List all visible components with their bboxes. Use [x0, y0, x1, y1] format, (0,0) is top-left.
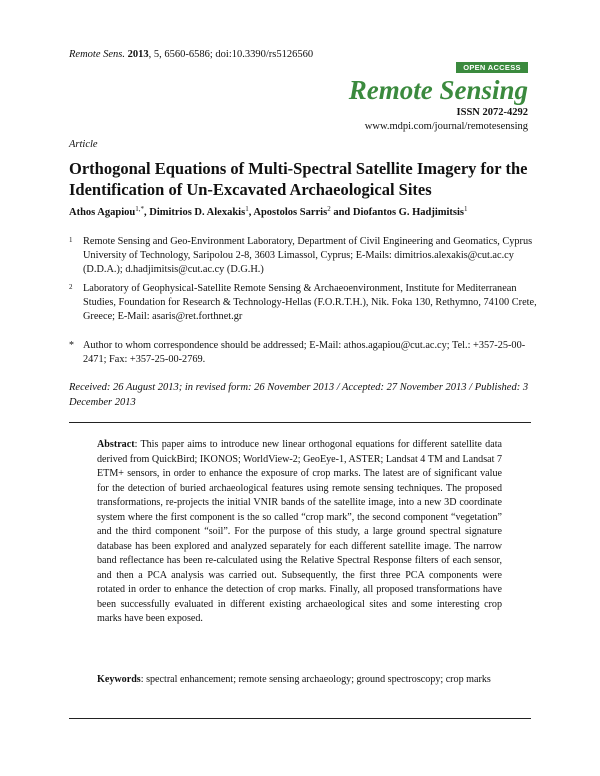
author-name: Athos Agapiou [69, 207, 136, 218]
abstract-label: Abstract [97, 439, 135, 450]
author-affil-mark: 1 [245, 205, 249, 213]
author-name: Diofantos G. Hadjimitsis [352, 207, 465, 218]
keywords-label: Keywords [97, 674, 141, 685]
journal-abbrev: Remote Sens. [69, 49, 125, 60]
citation-year: 2013 [127, 49, 149, 60]
journal-name: Remote Sensing [348, 75, 528, 105]
affiliation-mark: 1 [69, 236, 73, 244]
affiliation-text: Laboratory of Geophysical-Satellite Remote Sensing & Archaeoenvironment, Institute for Mediterranean Studies, Foundation for Research & Technology-Hellas (F.O.R.T.H.), Nik. Foka 130, Rethymno, 74100 Crete, Greece; E-Mail: asaris@ret.forthnet.gr [83, 283, 537, 322]
affiliation-1 [69, 235, 539, 277]
correspondence-text: Author to whom correspondence should be addressed; E-Mail: athos.agapiou@cut.ac.cy; Tel.: +357-25-00-2471; Fax: +357-25-00-2769. [83, 340, 526, 365]
article-type: Article [69, 139, 98, 150]
abstract-text: : This paper aims to introduce new linear orthogonal equations for different satellite data derived from QuickBird; IKONOS; WorldView-2; GeoEye-1, ASTER; Landsat 4 TM and Landsat 7 ETM+ sensors, in order to enhance the exposure of crop marks. The latest are of significant value for the detection of buried archaeological features using remote sensing techniques. The proposed transformations, re-projects the initial VNIR bands of the satellite image, into a new 3D coordinate system where the first component is the so called “crop mark”, the second component “vegetation” and the third component “soil”. For the purpose of this study, a large ground spectral signature database has been explored and analyzed separately for each different satellite image. The narrow band reflectance has been re-calculated using the Relative Spectral Response filters of each sensor, and then a PCA analysis was carried out. Subsequently, the first three PCA components were rotated in order to enhance the detection of crop marks. Finally, all proposed transformations have been successfully evaluated in different existing archaeological sites and some interesting crop marks have been exposed. [97, 439, 502, 624]
author-name: Dimitrios D. Alexakis [149, 207, 246, 218]
corresponding-mark: * [140, 205, 144, 213]
author-affil-mark: 1 [464, 205, 468, 213]
issn: ISSN 2072-4292 [456, 107, 528, 118]
citation-volume-doi: , 5, 6560-6586; doi:10.3390/rs5126560 [148, 49, 314, 60]
affiliation-mark: 2 [69, 283, 73, 291]
open-access-badge: OPEN ACCESS [456, 62, 528, 73]
divider-bottom [69, 718, 531, 719]
correspondence-mark: * [69, 340, 74, 351]
citation-line [69, 49, 313, 60]
keywords-text: : spectral enhancement; remote sensing archaeology; ground spectroscopy; crop marks [140, 674, 491, 685]
divider-top [69, 422, 531, 423]
correspondence [69, 339, 539, 367]
journal-url[interactable]: www.mdpi.com/journal/remotesensing [364, 121, 528, 132]
paper-title: Orthogonal Equations of Multi-Spectral Satellite Imagery for the Identification of Un-Excavated Archaeological Sites [69, 159, 528, 199]
author-name: Apostolos Sarris [253, 207, 328, 218]
publication-dates: Received: 26 August 2013; in revised form: 26 November 2013 / Accepted: 27 November 2013 / Published: 3 December 2013 [69, 382, 529, 408]
keywords [97, 673, 502, 688]
abstract [97, 438, 502, 627]
affiliation-text: Remote Sensing and Geo-Environment Laboratory, Department of Civil Engineering and Geomatics, Cyprus University of Technology, Saripolou 2-8, 3603 Limassol, Cyprus; E-Mails: dimitrios.alexakis@cut.ac.cy (D.D.A.); d.hadjimitsis@cut.ac.cy (D.G.H.) [83, 236, 533, 275]
author-affil-mark: 2 [327, 205, 331, 213]
affiliation-2 [69, 282, 539, 324]
author-affil-mark: 1, [135, 205, 141, 213]
author-list: Athos Agapiou$^{1,*}$, Dimitrios D. Alexakis$^1$, Apostolos Sarris$^2$ and Diofantos G. Hadjimitsis$^1$ [69, 205, 468, 218]
